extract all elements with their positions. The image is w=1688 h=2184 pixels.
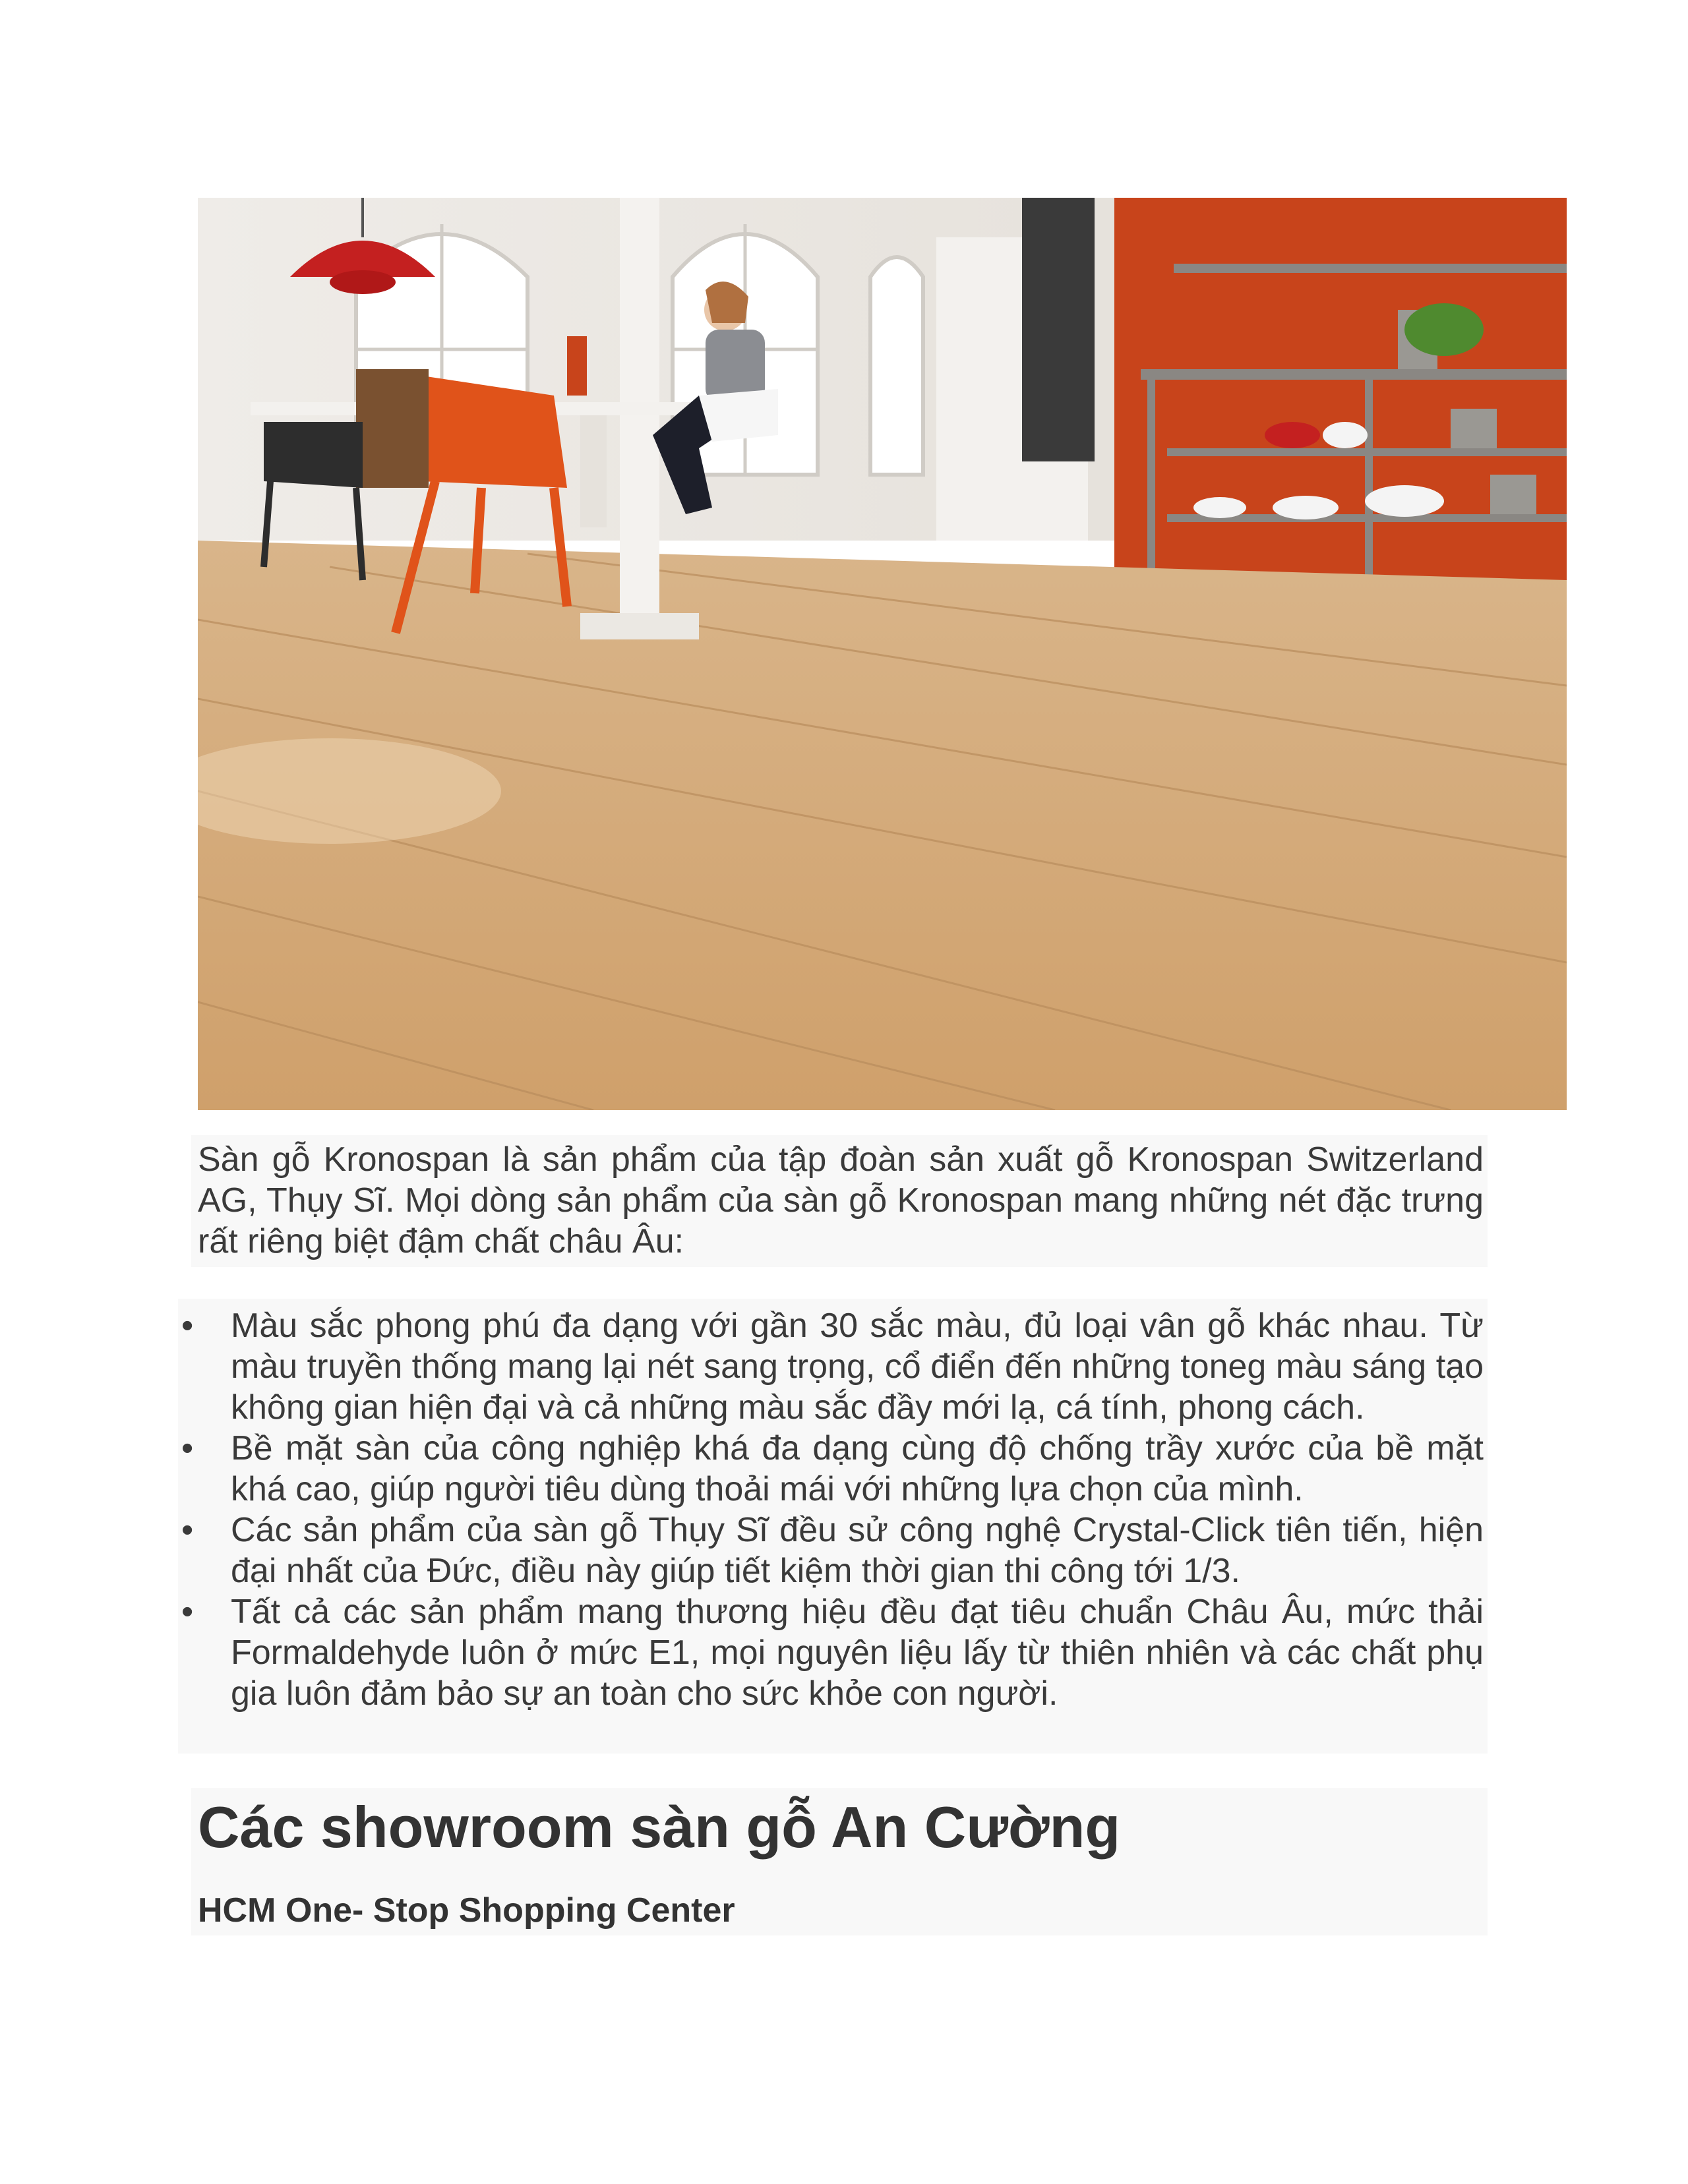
list-item xyxy=(181,1510,1484,1591)
bullet-icon: • xyxy=(181,1307,194,1345)
section-heading: Các showroom sàn gỗ An Cường xyxy=(198,1794,1121,1860)
bullet-icon: • xyxy=(181,1593,194,1631)
floor-photo-illustration xyxy=(198,198,1567,1110)
list-item-text: Các sản phẩm của sàn gỗ Thụy Sĩ đều sử công nghệ Crystal-Click tiên tiến, hiện đại nhất của Đức, điều này giúp tiết kiệm thời gian thi công tới 1/3. xyxy=(231,1511,1484,1590)
list-item xyxy=(181,1591,1484,1714)
list-item-text: Bề mặt sàn của công nghiệp khá đa dạng cùng độ chống trầy xước của bề mặt khá cao, giúp người tiêu dùng thoải mái với những lựa chọn của mình. xyxy=(231,1429,1484,1508)
section-subheading: HCM One- Stop Shopping Center xyxy=(198,1891,735,1930)
list-item xyxy=(181,1305,1484,1428)
bullet-icon: • xyxy=(181,1429,194,1467)
list-item xyxy=(181,1428,1484,1510)
intro-paragraph: Sàn gỗ Kronospan là sản phẩm của tập đoàn sản xuất gỗ Kronospan Switzerland AG, Thụy Sĩ. Mọi dòng sản phẩm của sàn gỗ Kronospan mang những nét đặc trưng rất riêng biệt đậm chất châu Âu: xyxy=(198,1140,1484,1260)
bullet-icon: • xyxy=(181,1511,194,1549)
feature-list xyxy=(181,1305,1484,1714)
list-item-text: Màu sắc phong phú đa dạng với gần 30 sắc màu, đủ loại vân gỗ khác nhau. Từ màu truyền thống mang lại nét sang trọng, cổ điển đến những toneg màu sáng tạo không gian hiện đại và cả những màu sắc đầy mới lạ, cá tính, phong cách. xyxy=(231,1307,1484,1427)
list-item-text: Tất cả các sản phẩm mang thương hiệu đều đạt tiêu chuẩn Châu Âu, mức thải Formaldehyde luôn ở mức E1, mọi nguyên liệu lấy từ thiên nhiên và các chất phụ gia luôn đảm bảo sự an toàn cho sức khỏe con người. xyxy=(231,1593,1484,1713)
floor-photo xyxy=(198,198,1567,1110)
